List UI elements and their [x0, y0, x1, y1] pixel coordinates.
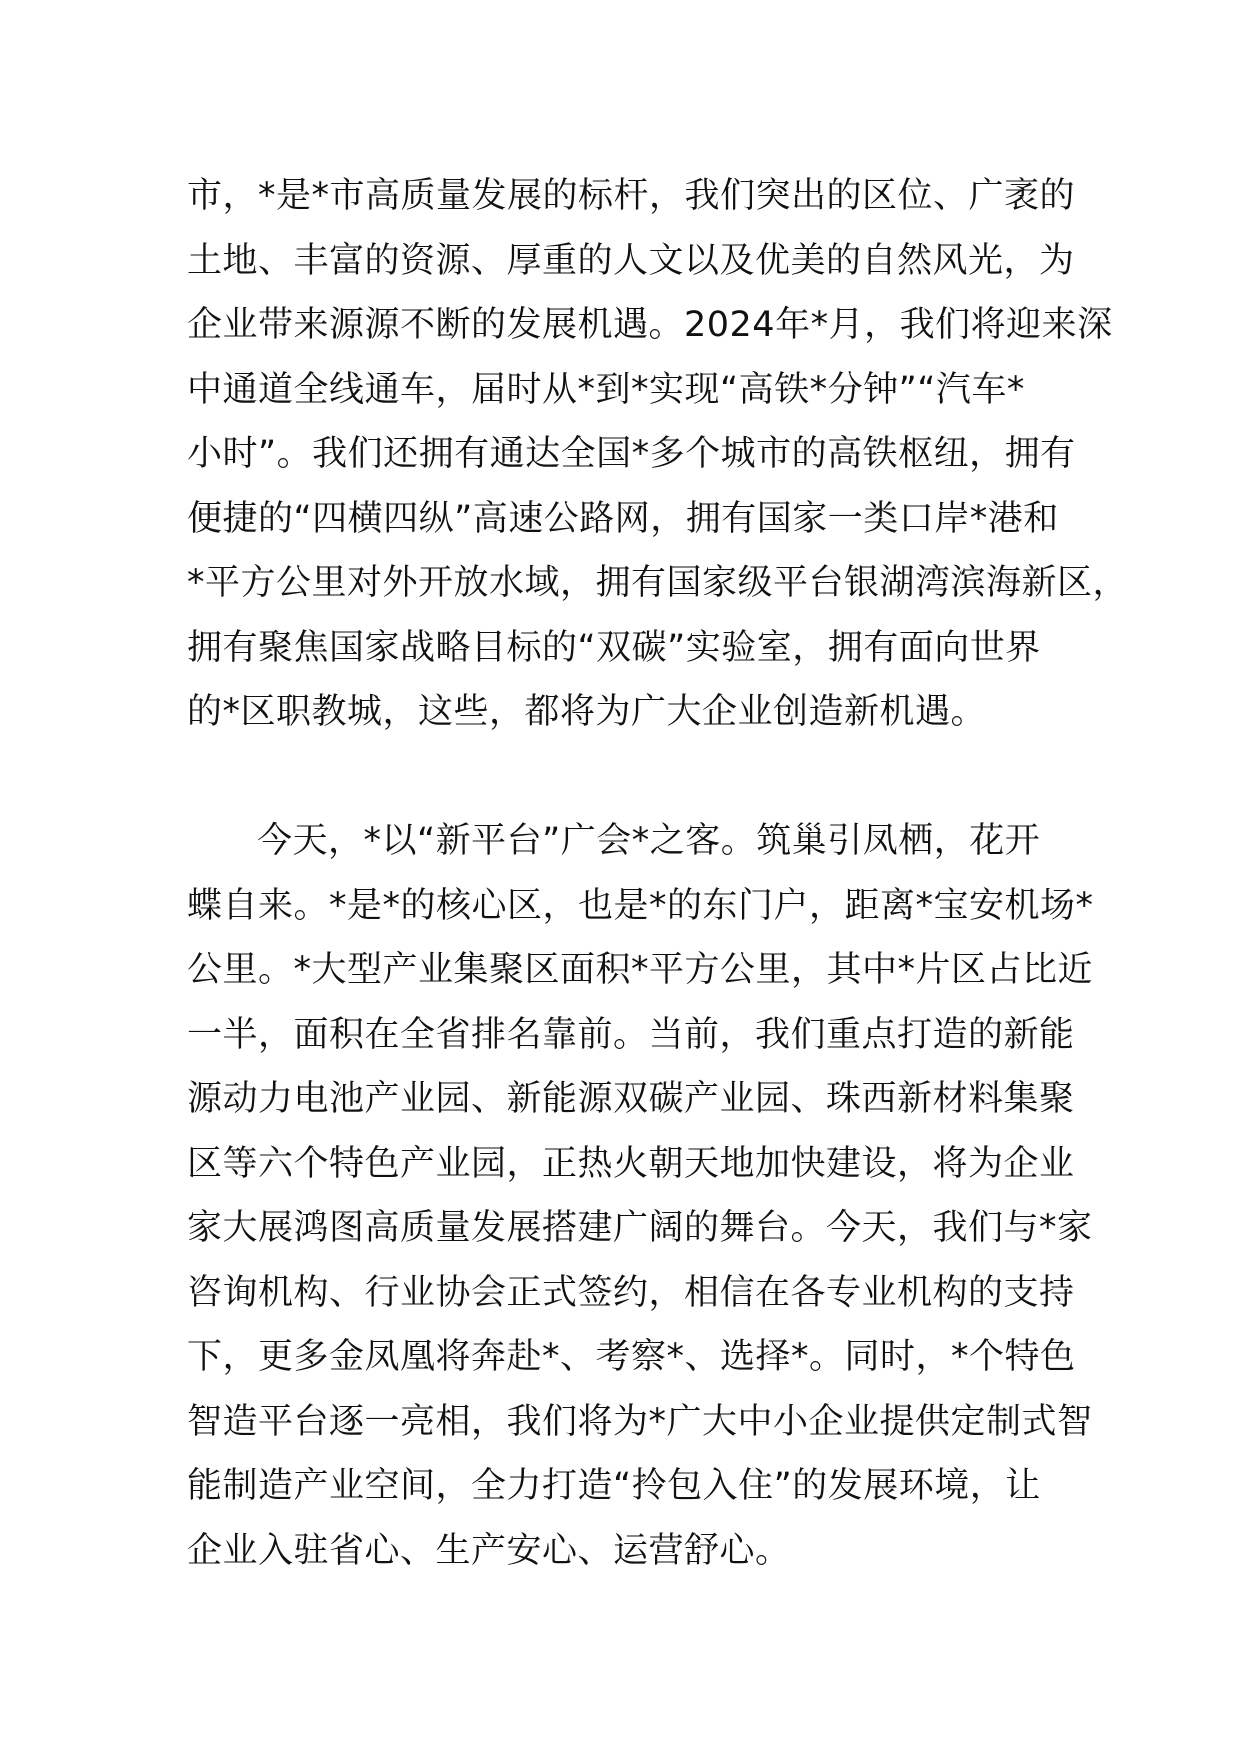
text-line: 源动力电池产业园、新能源双碳产业园、珠西新材料集聚 — [187, 1079, 1075, 1119]
text-line: 拥有聚焦国家战略目标的“双碳”实验室，拥有面向世界 — [187, 627, 1041, 668]
document-body — [187, 164, 1129, 1583]
text-line: 土地、丰富的资源、厚重的人文以及优美的自然风光，为 — [187, 240, 1075, 281]
paragraph-2 — [187, 809, 1094, 1583]
paragraph-spacer — [187, 745, 1067, 810]
paragraph-1 — [187, 164, 1129, 745]
text-line: 家大展鸿图高质量发展搭建广阔的舞台。今天，我们与*家 — [187, 1208, 1093, 1248]
text-line: 一半，面积在全省排名靠前。当前，我们重点打造的新能 — [187, 1014, 1075, 1055]
text-line: 的*区职教城，这些，都将为广大企业创造新机遇。 — [187, 692, 987, 732]
text-line: 蝶自来。*是*的核心区，也是*的东门户，距离*宝安机场* — [187, 885, 1094, 926]
text-line: 便捷的“四横四纵”高速公路网，拥有国家一类口岸*港和 — [187, 498, 1059, 539]
text-line: 中通道全线通车，届时从*到*实现“高铁*分钟”“汽车* — [187, 369, 1025, 410]
text-line-first: 今天，*以“新平台”广会*之客。筑巢引凤栖，花开 — [257, 821, 1041, 861]
text-line: 企业带来源源不断的发展机遇。2024年*月，我们将迎来深 — [187, 305, 1113, 345]
text-line: 公里。*大型产业集聚区面积*平方公里，其中*片区占比近 — [187, 950, 1094, 990]
text-line: *平方公里对外开放水域，拥有国家级平台银湖湾滨海新区， — [187, 563, 1129, 603]
text-line: 咨询机构、行业协会正式签约，相信在各专业机构的支持 — [187, 1272, 1075, 1313]
text-line: 下，更多金凤凰将奔赴*、考察*、选择*。同时，*个特色 — [187, 1337, 1076, 1377]
text-line: 企业入驻省心、生产安心、运营舒心。 — [187, 1530, 791, 1571]
text-line: 小时”。我们还拥有通达全国*多个城市的高铁枢纽，拥有 — [187, 434, 1076, 474]
text-line: 能制造产业空间，全力打造“拎包入住”的发展环境，让 — [187, 1466, 1041, 1506]
text-line: 市，*是*市高质量发展的标杆，我们突出的区位、广袤的 — [187, 176, 1076, 216]
text-line: 区等六个特色产业园，正热火朝天地加快建设，将为企业 — [187, 1143, 1075, 1184]
text-line: 智造平台逐一亮相，我们将为*广大中小企业提供定制式智 — [187, 1401, 1093, 1442]
